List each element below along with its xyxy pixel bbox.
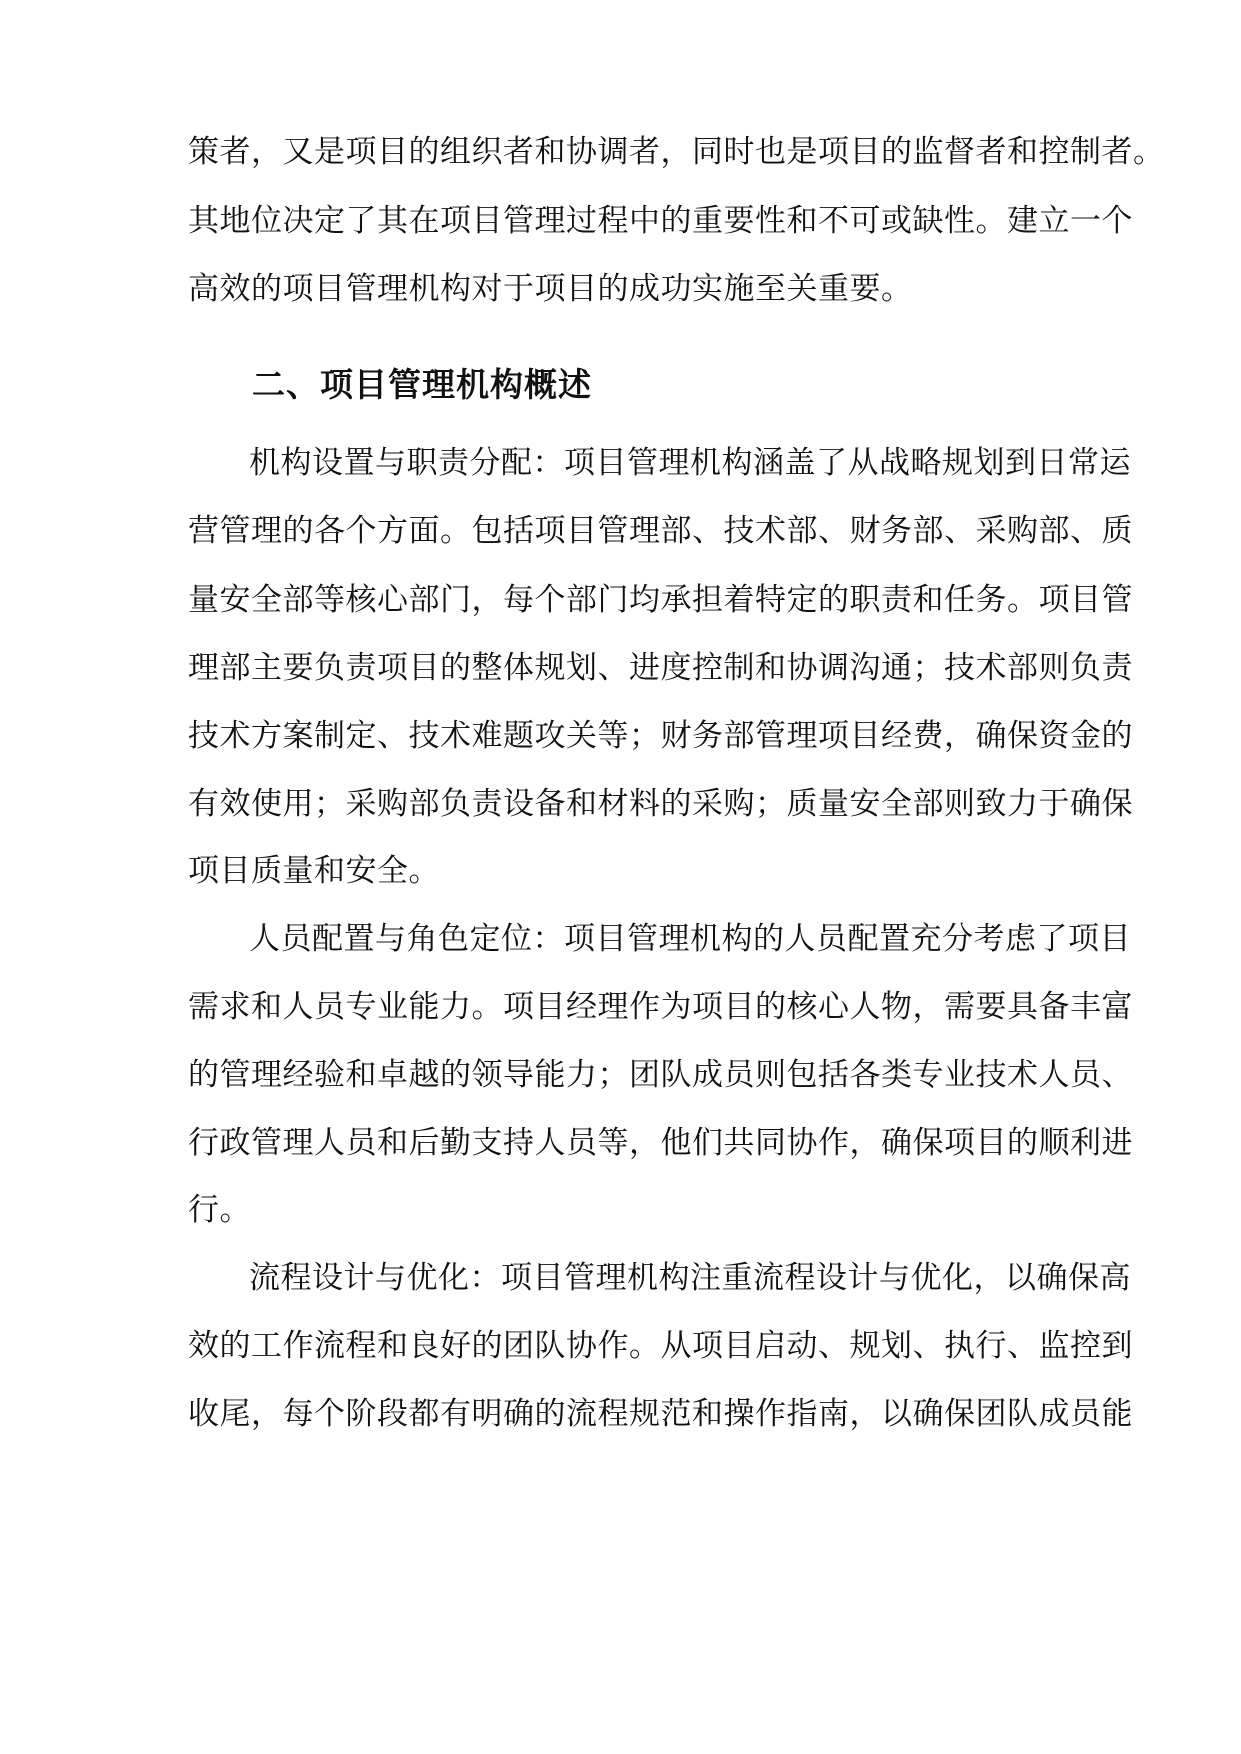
paragraph-line: 需求和人员专业能力。项目经理作为项目的核心人物，需要具备丰富 — [188, 989, 1133, 1025]
paragraph-line: 营管理的各个方面。包括项目管理部、技术部、财务部、采购部、质 — [188, 513, 1133, 549]
intro-line: 其地位决定了其在项目管理过程中的重要性和不可或缺性。建立一个 — [188, 203, 1133, 239]
intro-line: 策者，又是项目的组织者和协调者，同时也是项目的监督者和控制者。 — [188, 134, 1165, 170]
paragraph-line: 行政管理人员和后勤支持人员等，他们共同协作，确保项目的顺利进 — [188, 1125, 1133, 1161]
paragraph-line: 效的工作流程和良好的团队协作。从项目启动、规划、执行、监控到 — [188, 1328, 1133, 1364]
paragraph-line: 的管理经验和卓越的领导能力；团队成员则包括各类专业技术人员、 — [188, 1057, 1133, 1093]
paragraph-line: 流程设计与优化：项目管理机构注重流程设计与优化，以确保高 — [249, 1260, 1131, 1296]
paragraph-line: 机构设置与职责分配：项目管理机构涵盖了从战略规划到日常运 — [249, 445, 1131, 481]
paragraph-line: 收尾，每个阶段都有明确的流程规范和操作指南，以确保团队成员能 — [188, 1396, 1133, 1432]
paragraph-line: 项目质量和安全。 — [188, 853, 440, 889]
paragraph-line: 理部主要负责项目的整体规划、进度控制和协调沟通；技术部则负责 — [188, 650, 1133, 686]
intro-line: 高效的项目管理机构对于项目的成功实施至关重要。 — [188, 271, 913, 307]
paragraph-line: 行。 — [188, 1192, 251, 1228]
section-heading: 二、项目管理机构概述 — [252, 365, 592, 404]
paragraph-line: 技术方案制定、技术难题攻关等；财务部管理项目经费，确保资金的 — [188, 718, 1133, 754]
paragraph-line: 人员配置与角色定位：项目管理机构的人员配置充分考虑了项目 — [249, 921, 1131, 957]
paragraph-line: 有效使用；采购部负责设备和材料的采购；质量安全部则致力于确保 — [188, 786, 1133, 822]
paragraph-line: 量安全部等核心部门，每个部门均承担着特定的职责和任务。项目管 — [188, 582, 1133, 618]
